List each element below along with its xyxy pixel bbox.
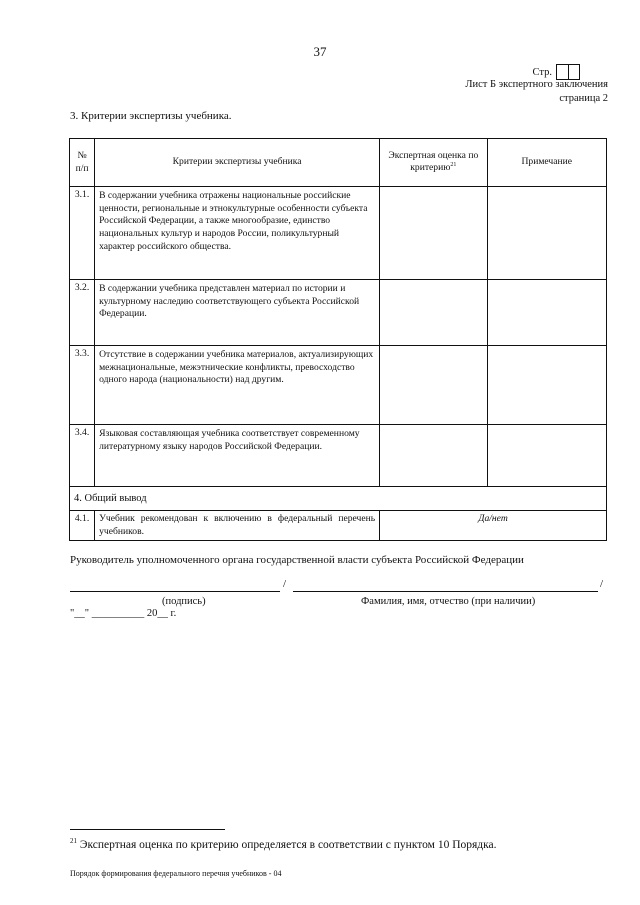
- section-4-row: [70, 487, 607, 511]
- table-row: [70, 425, 607, 487]
- signature-caption: (подпись): [162, 596, 206, 607]
- sheet-title: Лист Б экспертного заключения: [465, 79, 608, 90]
- full-name-separator: /: [600, 578, 604, 590]
- footnote: [70, 837, 497, 851]
- signature-heading: Руководитель уполномоченного органа государственной власти субъекта Российской Федерации: [70, 554, 524, 566]
- footnote-mark: 21: [70, 837, 77, 845]
- header-score: [380, 139, 487, 187]
- row-note[interactable]: [487, 346, 606, 425]
- signature-separator: /: [283, 578, 287, 590]
- row-num: 3.1.: [70, 187, 95, 280]
- date-line: "__" __________ 20__ г.: [70, 608, 177, 619]
- signature-line[interactable]: [70, 579, 280, 592]
- page-number-box: [556, 64, 580, 80]
- table-header-row: [70, 139, 607, 187]
- row-note[interactable]: [487, 280, 606, 346]
- footnote-rule: [70, 829, 225, 830]
- row-num: 3.3.: [70, 346, 95, 425]
- header-score-footnote: 21: [450, 162, 457, 169]
- header-score-text: Экспертная оценка по критерию: [388, 149, 479, 174]
- page-field-label: Стр.: [532, 66, 552, 78]
- sheet-page: страница 2: [559, 93, 608, 104]
- row-num: 3.4.: [70, 425, 95, 487]
- header-criterion: Критерии экспертизы учебника: [95, 139, 380, 187]
- section-4-heading: 4. Общий вывод: [70, 487, 607, 511]
- criteria-table: [69, 138, 607, 541]
- footnote-text: Экспертная оценка по критерию определяется в соответствии с пунктом 10 Порядка.: [77, 838, 497, 851]
- page-field: [533, 64, 580, 80]
- header-note: Примечание: [487, 139, 606, 187]
- page-footer: Порядок формирования федерального перечня учебников - 04: [70, 869, 282, 878]
- row-criterion: Отсутствие в содержании учебника материалов, актуализирующих межнациональные, межэтнические конфликты, превосходство одного народа (национальности) над другим.: [95, 346, 380, 425]
- table-row: [70, 280, 607, 346]
- conclusion-text: Учебник рекомендован к включению в федеральный перечень учебников.: [95, 511, 380, 541]
- row-criterion: В содержании учебника представлен материал по истории и культурному наследию соответствующего субъекта Российской Федерации.: [95, 280, 380, 346]
- row-num: 3.2.: [70, 280, 95, 346]
- row-score[interactable]: [380, 187, 487, 280]
- row-score[interactable]: [380, 425, 487, 487]
- row-note[interactable]: [487, 187, 606, 280]
- row-score[interactable]: [380, 346, 487, 425]
- header-num: № п/п: [70, 139, 95, 187]
- row-criterion: Языковая составляющая учебника соответствует современному литературному языку народов Российской Федерации.: [95, 425, 380, 487]
- page-number: 37: [313, 44, 327, 59]
- conclusion-num: 4.1.: [70, 511, 95, 541]
- conclusion-answer[interactable]: Да/нет: [380, 511, 607, 541]
- row-score[interactable]: [380, 280, 487, 346]
- row-note[interactable]: [487, 425, 606, 487]
- table-row: [70, 187, 607, 280]
- full-name-line[interactable]: [293, 579, 598, 592]
- section-3-heading: 3. Критерии экспертизы учебника.: [70, 110, 232, 122]
- row-criterion: В содержании учебника отражены национальные российские ценности, региональные и этнокультурные особенности субъекта Российской Федерации, а также многообразие, единство национальных культур и народов России, поликультурный характер российского общества.: [95, 187, 380, 280]
- conclusion-row: [70, 511, 607, 541]
- full-name-caption: Фамилия, имя, отчество (при наличии): [361, 596, 536, 607]
- table-row: [70, 346, 607, 425]
